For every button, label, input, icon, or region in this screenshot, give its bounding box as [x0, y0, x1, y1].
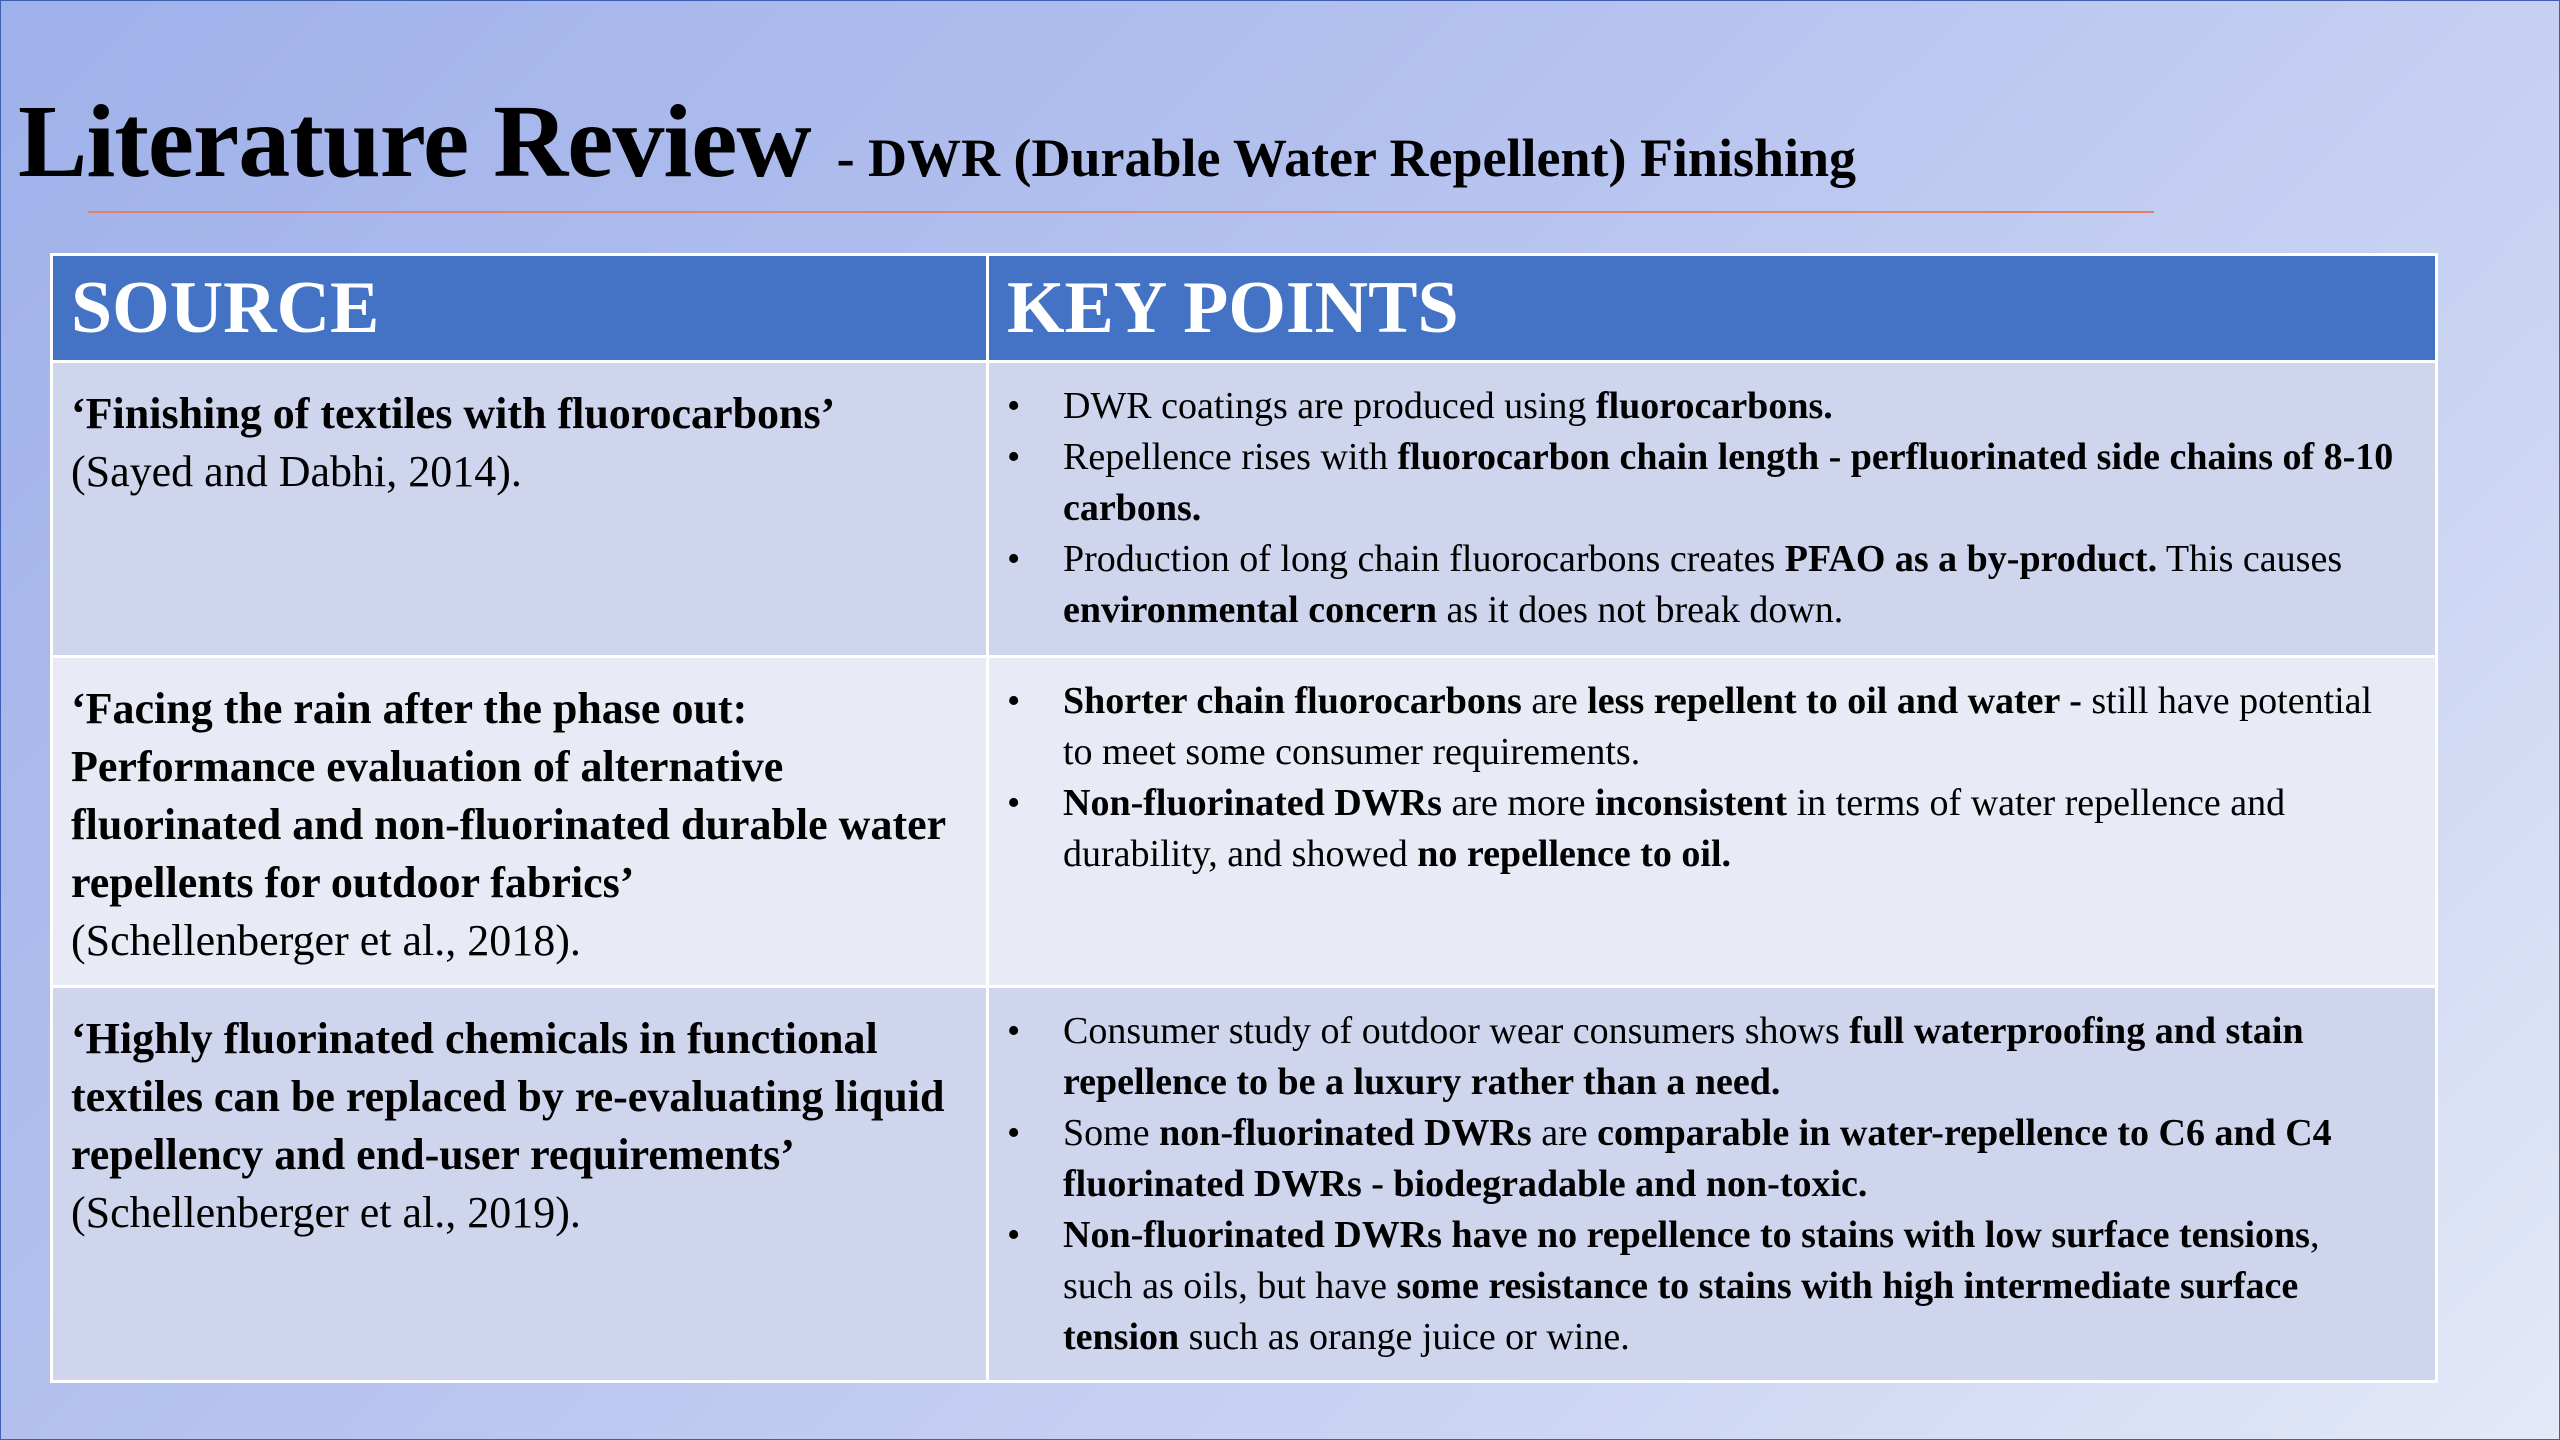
source-citation: (Schellenberger et al., 2019). — [71, 1188, 581, 1237]
point-text-bold: less repellent to oil and water - — [1587, 680, 2082, 722]
point-text: Some — [1063, 1112, 1160, 1154]
key-point — [1005, 676, 2395, 778]
literature-table — [50, 253, 2438, 1383]
title-row — [18, 82, 1856, 201]
source-title: ‘Finishing of textiles with fluorocarbons’ — [71, 389, 836, 438]
point-text-bold: Non-fluorinated DWRs have no repellence to stains with low surface tensions — [1063, 1214, 2310, 1256]
point-text-bold: fluorocarbon chain length - perfluorinated side chains of 8-10 carbons. — [1063, 436, 2394, 529]
point-text-bold: fluorocarbons. — [1595, 385, 1833, 427]
key-points-cell — [988, 657, 2437, 987]
point-text-bold: Shorter chain fluorocarbons — [1063, 680, 1522, 722]
point-text: still have potential to meet some consumer requirements. — [1063, 680, 2373, 773]
point-text-bold: inconsistent — [1594, 782, 1788, 824]
source-title: ‘Facing the rain after the phase out: Performance evaluation of alternative fluorinated and non-fluorinated durable water repellents for outdoor fabrics’ — [71, 684, 946, 907]
point-text: such as orange juice or wine. — [1179, 1316, 1630, 1358]
source-cell — [52, 362, 988, 657]
point-text: Consumer study of outdoor wear consumers shows — [1063, 1010, 1850, 1052]
point-text-bold: no repellence to oil. — [1417, 833, 1732, 875]
header-source: SOURCE — [52, 255, 988, 362]
page-title: Literature Review — [18, 84, 811, 199]
point-text-bold: full waterproofing and stain repellence to be a luxury rather than a need. — [1063, 1010, 2304, 1103]
point-text: DWR coatings are produced using — [1063, 385, 1596, 427]
header-key-points: KEY POINTS — [988, 255, 2437, 362]
key-points-list — [1005, 381, 2395, 636]
key-point — [1005, 1210, 2395, 1363]
source-citation: (Sayed and Dabhi, 2014). — [71, 447, 522, 496]
key-points-list — [1005, 676, 2395, 880]
point-text: Production of long chain fluorocarbons creates — [1063, 538, 1785, 580]
table-row — [52, 657, 2437, 987]
key-points-cell — [988, 987, 2437, 1382]
point-text: Repellence rises with — [1063, 436, 1398, 478]
point-text-bold: Non-fluorinated DWRs — [1063, 782, 1442, 824]
key-point — [1005, 1108, 2395, 1210]
point-text-bold: some resistance to stains with high intermediate surface tension — [1063, 1265, 2299, 1358]
key-point — [1005, 432, 2395, 534]
source-citation: (Schellenberger et al., 2018). — [71, 916, 581, 965]
key-point — [1005, 1006, 2395, 1108]
source-title: ‘Highly fluorinated chemicals in functional textiles can be replaced by re-evaluating liquid repellency and end-user requirements’ — [71, 1014, 945, 1179]
source-cell — [52, 657, 988, 987]
point-text-bold: PFAO as a by-product. — [1784, 538, 2158, 580]
point-text-bold: environmental concern — [1063, 589, 1437, 631]
key-points-cell — [988, 362, 2437, 657]
title-divider — [88, 211, 2154, 213]
key-point — [1005, 381, 2395, 432]
point-text: as it does not break down. — [1436, 589, 1844, 631]
table-header-row — [52, 255, 2437, 362]
point-text-bold: comparable in water-repellence to C6 and C4 fluorinated DWRs - biodegradable and non-toxic. — [1063, 1112, 2332, 1205]
page-subtitle: - DWR (Durable Water Repellent) Finishing — [836, 128, 1857, 188]
source-cell — [52, 987, 988, 1382]
key-points-list — [1005, 1006, 2395, 1363]
point-text: are more — [1441, 782, 1595, 824]
point-text: , such as oils, but have — [1063, 1214, 2320, 1307]
point-text: are — [1531, 1112, 1598, 1154]
point-text: in terms of water repellence and durability, and showed — [1063, 782, 2286, 875]
table-row — [52, 362, 2437, 657]
point-text: are — [1521, 680, 1588, 722]
key-point — [1005, 778, 2395, 880]
point-text: This causes — [2157, 538, 2343, 580]
table-row — [52, 987, 2437, 1382]
key-point — [1005, 534, 2395, 636]
point-text-bold: non-fluorinated DWRs — [1159, 1112, 1532, 1154]
